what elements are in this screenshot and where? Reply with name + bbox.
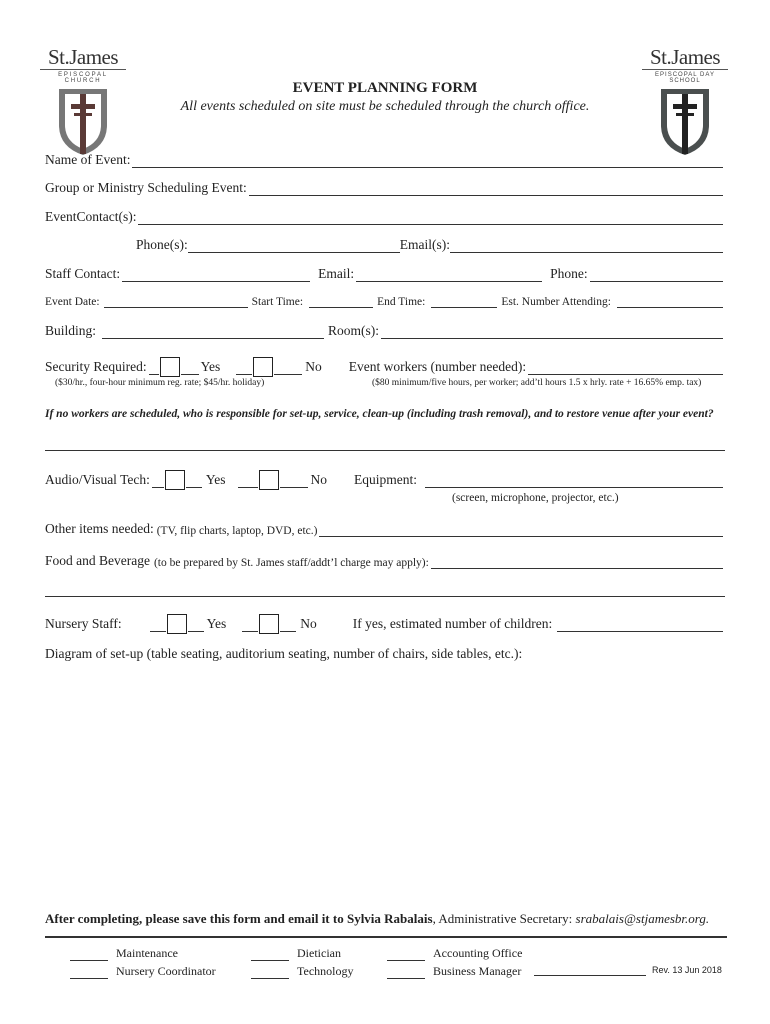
staff-contact-label: Staff Contact:	[45, 266, 121, 281]
nursery-no-blank-2	[280, 618, 296, 632]
responsibility-answer-line[interactable]	[45, 450, 725, 451]
route-business-manager	[387, 964, 521, 979]
av-no-label: No	[310, 472, 328, 487]
children-field[interactable]	[557, 618, 723, 632]
start-time-field[interactable]	[309, 296, 373, 308]
building-field[interactable]	[102, 325, 324, 339]
nursery-no-checkbox[interactable]	[259, 614, 279, 634]
route-dietician	[251, 946, 341, 961]
row-staff-contact	[45, 266, 725, 282]
other-items-note: (TV, flip charts, laptop, DVD, etc.)	[156, 525, 318, 537]
row-name-of-event	[45, 152, 725, 168]
security-yes-blank	[149, 361, 159, 375]
route-accounting-office	[387, 946, 522, 961]
phones-field[interactable]	[188, 239, 400, 253]
row-group	[45, 180, 725, 196]
footer-instruction-rest: , Administrative Secretary:	[432, 911, 576, 926]
name-of-event-field[interactable]	[132, 154, 723, 168]
footer-email[interactable]: srabalais@stjamesbr.org.	[575, 911, 710, 926]
dietician-label: Dietician	[297, 946, 341, 960]
security-yes-checkbox[interactable]	[160, 357, 180, 377]
phones-label: Phone(s):	[136, 237, 188, 252]
security-yes-label: Yes	[200, 359, 221, 374]
workers-note: ($80 minimum/five hours, per worker; add’tl hours 1.5 x hrly. rate + 16.65% emp. tax)	[372, 378, 702, 388]
food-field[interactable]	[431, 555, 723, 569]
school-logo-name: St.James	[649, 45, 721, 69]
row-diagram	[45, 646, 725, 662]
name-of-event-label: Name of Event:	[45, 152, 131, 167]
end-time-field[interactable]	[431, 296, 497, 308]
nursery-no-label: No	[300, 616, 317, 631]
signature-line[interactable]	[534, 975, 646, 976]
dietician-blank[interactable]	[251, 948, 289, 961]
church-logo-name: St.James	[47, 45, 119, 69]
staff-phone-field[interactable]	[590, 268, 723, 282]
nursery-yes-blank	[150, 618, 166, 632]
security-no-label: No	[305, 359, 322, 374]
nursery-yes-blank-2	[188, 618, 204, 632]
event-contacts-label: EventContact(s):	[45, 209, 137, 224]
security-note: ($30/hr., four-hour minimum reg. rate; $45/hr. holiday)	[55, 378, 265, 388]
av-yes-checkbox[interactable]	[165, 470, 185, 490]
group-field[interactable]	[249, 182, 723, 196]
av-tech-label: Audio/Visual Tech:	[45, 472, 150, 487]
diagram-label: Diagram of set-up (table seating, auditorium seating, number of chairs, side tables, etc.):	[45, 646, 523, 661]
security-no-blank	[236, 361, 252, 375]
business-manager-blank[interactable]	[387, 966, 425, 979]
staff-email-field[interactable]	[356, 268, 542, 282]
staff-email-label: Email:	[318, 266, 355, 281]
equipment-note: (screen, microphone, projector, etc.)	[452, 492, 619, 504]
emails-label: Email(s):	[399, 237, 450, 252]
footer-instruction	[45, 911, 709, 927]
row-event-contacts	[45, 209, 725, 225]
row-phones-emails	[136, 237, 725, 253]
nursery-yes-label: Yes	[206, 616, 227, 631]
security-no-checkbox[interactable]	[253, 357, 273, 377]
row-building-rooms	[45, 323, 725, 339]
maintenance-blank[interactable]	[70, 948, 108, 961]
nursery-coordinator-label: Nursery Coordinator	[116, 964, 216, 978]
row-date-time	[45, 296, 725, 308]
nursery-yes-checkbox[interactable]	[167, 614, 187, 634]
row-av-tech	[45, 470, 725, 488]
av-no-blank-2	[280, 474, 308, 488]
est-number-field[interactable]	[617, 296, 723, 308]
event-date-field[interactable]	[104, 296, 248, 308]
group-label: Group or Ministry Scheduling Event:	[45, 180, 247, 195]
footer-instruction-bold: After completing, please save this form and email it to Sylvia Rabalais	[45, 911, 433, 926]
security-yes-blank-2	[181, 361, 199, 375]
est-number-label: Est. Number Attending:	[501, 296, 611, 308]
staff-contact-field[interactable]	[122, 268, 310, 282]
building-label: Building:	[45, 323, 97, 338]
nursery-coordinator-blank[interactable]	[70, 966, 108, 979]
maintenance-label: Maintenance	[116, 946, 178, 960]
av-no-blank	[238, 474, 258, 488]
event-workers-field[interactable]	[528, 361, 723, 375]
row-other-items	[45, 521, 725, 537]
route-maintenance	[70, 946, 178, 961]
business-manager-label: Business Manager	[433, 964, 522, 978]
food-extra-line[interactable]	[45, 596, 725, 597]
form-subtitle: All events scheduled on site must be scheduled through the church office.	[180, 99, 590, 114]
equipment-label: Equipment:	[354, 472, 418, 487]
event-date-label: Event Date:	[45, 296, 100, 308]
av-yes-blank-2	[186, 474, 202, 488]
row-food	[45, 553, 725, 569]
form-title: EVENT PLANNING FORM	[292, 80, 478, 96]
revision-date: Rev. 13 Jun 2018	[652, 965, 722, 975]
end-time-label: End Time:	[377, 296, 426, 308]
food-label: Food and Beverage	[45, 553, 150, 568]
equipment-field[interactable]	[425, 474, 723, 488]
nursery-no-blank	[242, 618, 258, 632]
rooms-label: Room(s):	[328, 323, 380, 338]
church-shield-icon	[57, 87, 109, 157]
diagram-area[interactable]	[45, 670, 725, 895]
security-no-blank-2	[274, 361, 302, 375]
other-items-field[interactable]	[319, 523, 723, 537]
school-logo-subtitle: EPISCOPAL DAY SCHOOL	[642, 69, 728, 84]
start-time-label: Start Time:	[251, 296, 304, 308]
responsibility-question: If no workers are scheduled, who is responsible for set-up, service, clean-up (including trash removal), and to restore venue after your event?	[45, 408, 714, 420]
technology-blank[interactable]	[251, 966, 289, 979]
staff-phone-label: Phone:	[550, 266, 588, 281]
school-shield-icon	[659, 87, 711, 157]
food-note: (to be prepared by St. James staff/addt’l charge may apply):	[153, 557, 429, 569]
row-nursery	[45, 614, 725, 632]
rooms-field[interactable]	[381, 325, 723, 339]
event-contacts-field[interactable]	[138, 211, 723, 225]
event-workers-label: Event workers (number needed):	[348, 359, 527, 374]
av-yes-label: Yes	[205, 472, 226, 487]
church-logo-subtitle: EPISCOPAL CHURCH	[40, 69, 126, 84]
av-yes-blank	[152, 474, 164, 488]
row-security	[45, 357, 725, 375]
nursery-label: Nursery Staff:	[45, 616, 122, 631]
other-items-label: Other items needed:	[45, 521, 154, 536]
security-label: Security Required:	[45, 359, 147, 374]
av-no-checkbox[interactable]	[259, 470, 279, 490]
emails-field[interactable]	[450, 239, 723, 253]
technology-label: Technology	[297, 964, 354, 978]
children-label: If yes, estimated number of children:	[352, 616, 553, 631]
accounting-office-label: Accounting Office	[433, 946, 523, 960]
route-technology	[251, 964, 353, 979]
accounting-office-blank[interactable]	[387, 948, 425, 961]
footer-divider	[45, 936, 727, 938]
route-nursery-coordinator	[70, 964, 216, 979]
